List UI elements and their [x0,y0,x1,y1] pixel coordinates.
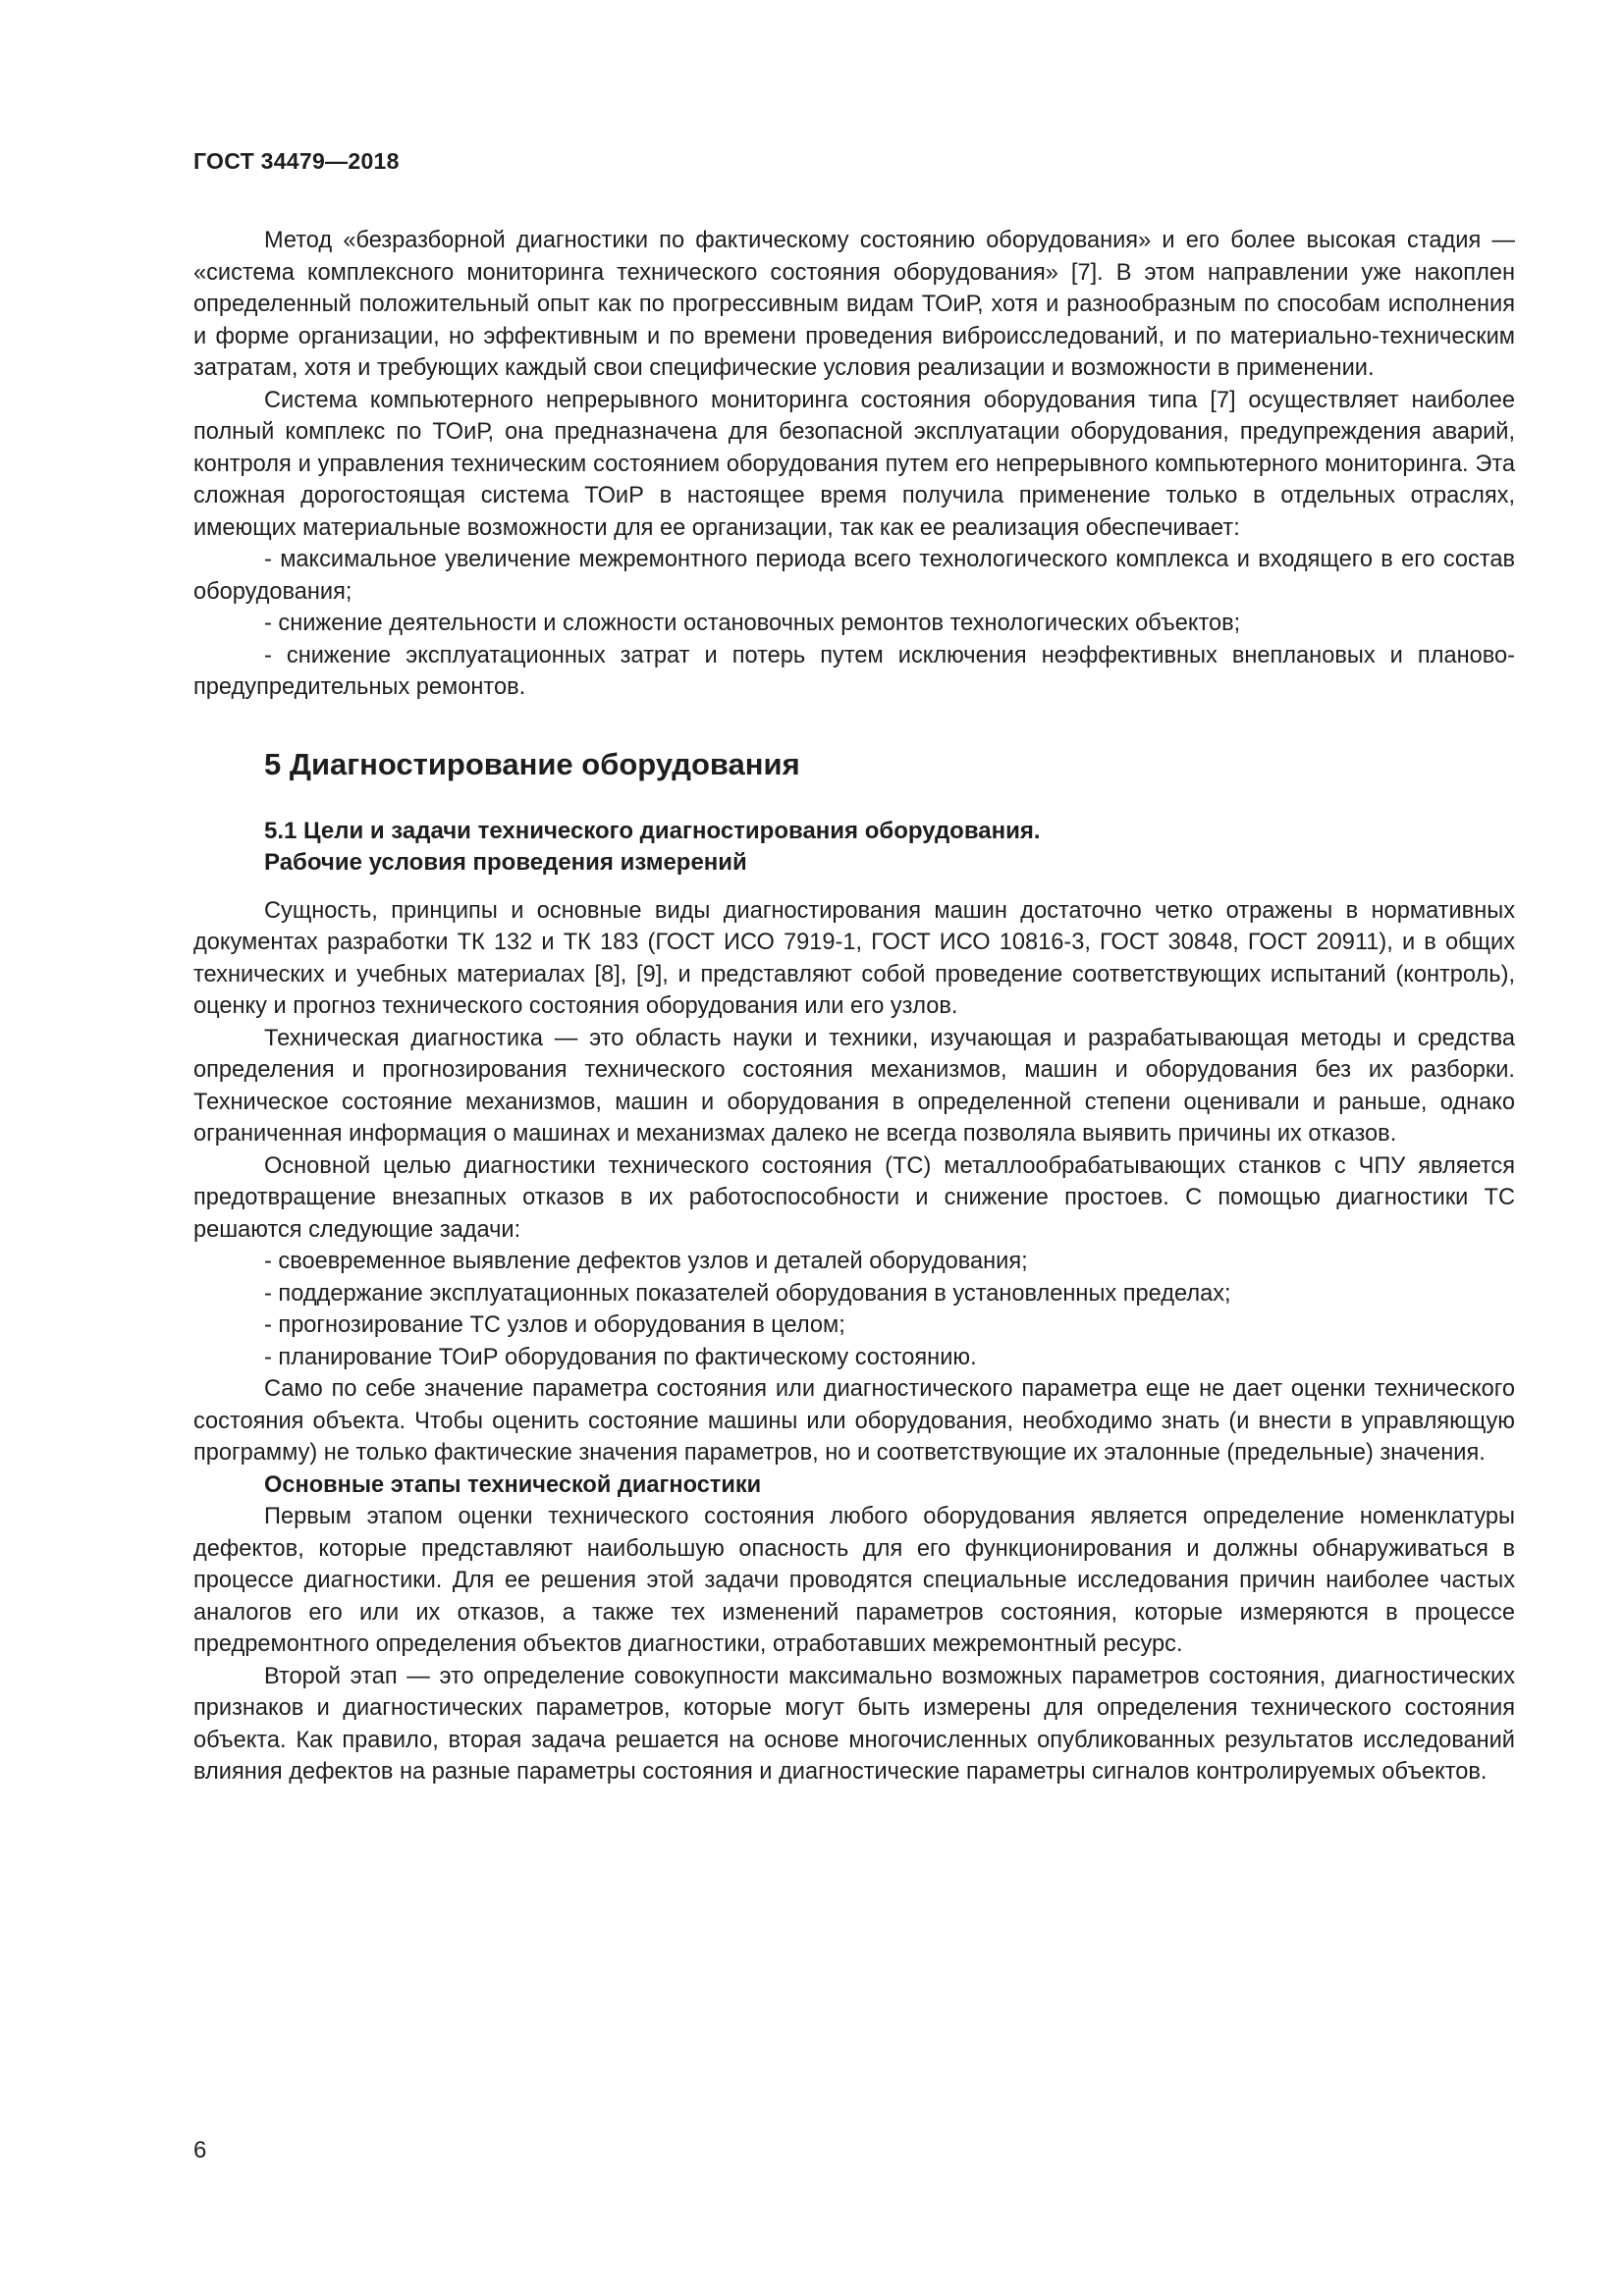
list-item: - своевременное выявление дефектов узлов и деталей оборудования; [264,1249,1028,1274]
document-body [193,225,1515,1789]
section-heading: 5 Диагностирование оборудования [264,746,800,781]
stages-heading: Основные этапы технической диагностики [264,1471,762,1498]
list-item: - поддержание эксплуатационных показателей оборудования в установленных пределах; [264,1280,1231,1307]
list-item: - снижение деятельности и сложности остановочных ремонтов технологических объектов; [264,611,1241,636]
intro-paragraph: Система компьютерного непрерывного мониторинга состояния оборудования типа [7] осуществляет наиболее полный комплекс по ТОиР, она предназначена для безопасной эксплуатации оборудования, предупреждения аварий, контроля и управления техническим состоянием оборудования путем его непрерывного компьютерного мониторинга. Эта сложная дорогостоящая система ТОиР в настоящее время получила применение только в отдельных отраслях, имеющих материальные возможности для ее организации, так как ее реализация обеспечивает: [193,387,1515,541]
list-item: - снижение эксплуатационных затрат и потерь путем исключения неэффективных внеплановых и планово-предупредительных ремонтов. [193,642,1515,700]
list-item: - максимальное увеличение межремонтного периода всего технологического комплекса и входящего в его состав оборудования; [193,547,1515,605]
list-item: - планирование ТОиР оборудования по фактическому состоянию. [264,1344,977,1370]
subsection-heading [264,816,1515,879]
list-item: - прогнозирование ТС узлов и оборудования в целом; [264,1312,845,1338]
subsection-heading-line-2: Рабочие условия проведения измерений [264,848,747,876]
stages-paragraph: Первым этапом оценки технического состояния любого оборудования является определение номенклатуры дефектов, которые представляют наибольшую опасность для его функционирования и должны обнаруживаться в процессе диагностики. Для ее решения этой задачи проводятся специальные исследования причин наиболее частых аналогов его или их отказов, а также тех изменений параметров состояния, которые измеряются в процессе предремонтного определения объектов диагностики, отработавших межремонтный ресурс. [193,1504,1515,1657]
subsection-heading-line-1: 5.1 Цели и задачи технического диагностирования оборудования. [264,817,1041,844]
section-paragraph: Техническая диагностика — это область науки и техники, изучающая и разрабатывающая методы и средства определения и прогнозирования технического состояния механизмов, машин и оборудования без их разборки. Техническое состояние механизмов, машин и оборудования в определенной степени оценивали и раньше, однако ограниченная информация о машинах и механизмах далеко не всегда позволяла выявить причины их отказов. [193,1025,1515,1147]
intro-paragraph: Метод «безразборной диагностики по фактическому состоянию оборудования» и его более высокая стадия — «система комплексного мониторинга технического состояния оборудования» [7]. В этом направлении уже накоплен определенный положительный опыт как по прогрессивным видам ТОиР, хотя и разнообразным по способам исполнения и форме организации, но эффективным и по времени проведения виброисследований, и по материально-техническим затратам, хотя и требующих каждый свои специфические условия реализации и возможности в применении. [193,228,1515,381]
section-paragraph: Само по себе значение параметра состояния или диагностического параметра еще не дает оценки технического состояния объекта. Чтобы оценить состояние машины или оборудования, необходимо знать (и внести в управляющую программу) не только фактические значения параметров, но и соответствующие их эталонные (предельные) значения. [193,1376,1515,1466]
section-paragraph: Сущность, принципы и основные виды диагностирования машин достаточно четко отражены в нормативных документах разработки ТК 132 и ТК 183 (ГОСТ ИСО 7919-1, ГОСТ ИСО 10816-3, ГОСТ 30848, ГОСТ 20911), и в общих технических и учебных материалах [8], [9], и представляют собой проведение соответствующих испытаний (контроль), оценку и прогноз технического состояния оборудования или его узлов. [193,897,1515,1019]
document-header-code: ГОСТ 34479—2018 [193,148,400,174]
section-paragraph: Основной целью диагностики технического состояния (ТС) металлообрабатывающих станков с ЧПУ является предотвращение внезапных отказов в их работоспособности и снижение простоев. С помощью диагностики ТС решаются следующие задачи: [193,1152,1515,1243]
page-number: 6 [193,2137,207,2163]
stages-paragraph: Второй этап — это определение совокупности максимально возможных параметров состояния, диагностических признаков и диагностических параметров, которые могут быть измерены для определения технического состояния объекта. Как правило, вторая задача решается на основе многочисленных опубликованных результатов исследований влияния дефектов на разные параметры состояния и диагностические параметры сигналов контролируемых объектов. [193,1663,1515,1785]
